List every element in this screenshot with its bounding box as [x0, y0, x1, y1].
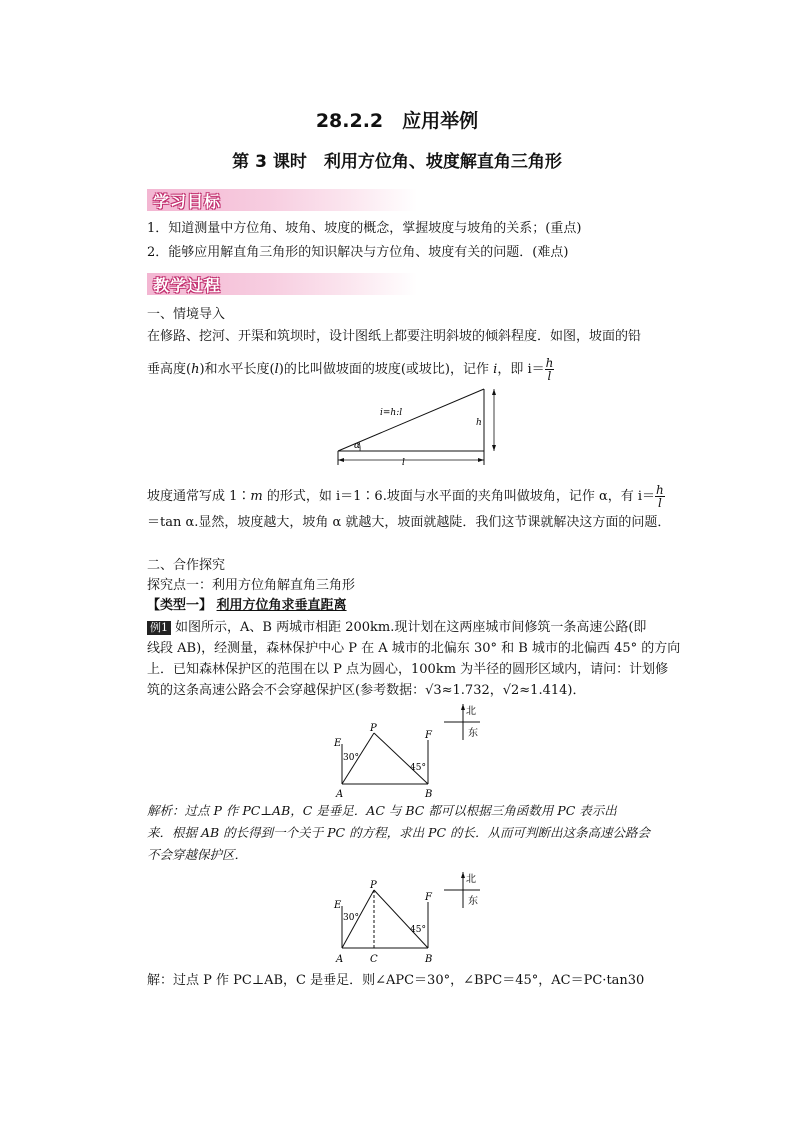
slope-diagram	[330, 385, 500, 470]
fraction-h-over-l-2	[655, 484, 665, 509]
triangle-figure-1	[330, 700, 500, 802]
analysis-line2: 来．根据 AB 的长得到一个关于 PC 的方程，求出 PC 的长．从而可判断出这条高速公路会	[147, 825, 651, 840]
alpha-label: α	[354, 441, 361, 451]
type-1-bracket: 【类型一】	[147, 598, 213, 613]
fraction-numerator: h	[545, 356, 554, 370]
l-label: l	[402, 458, 405, 468]
process-banner-label: 教学过程	[153, 276, 222, 295]
label-P: P	[370, 723, 377, 734]
process-banner	[147, 273, 417, 295]
var-h: h	[191, 362, 200, 377]
objective-item-1: 1．知道测量中方位角、坡角、坡度的概念，掌握坡度与坡角的关系；(重点)	[147, 221, 582, 236]
arrow-down	[492, 445, 496, 451]
angle-30: 30°	[343, 913, 359, 923]
angle-45: 45°	[410, 925, 426, 935]
example1-line1	[147, 619, 646, 637]
compass-north-arrow	[461, 872, 465, 878]
label-F: F	[425, 892, 432, 903]
label-P: P	[370, 880, 377, 891]
text-segment: )的比叫做坡面的坡度(或坡比)，记作	[278, 362, 494, 377]
analysis-line3: 不会穿越保护区．	[147, 847, 248, 862]
text-segment: ，即 i＝	[497, 362, 545, 377]
explore-heading: 二、合作探究	[147, 558, 226, 573]
compass-east-label: 东	[468, 896, 478, 907]
objectives-banner	[147, 189, 417, 211]
text-segment: 如图所示，A、B 两城市相距 200km.现计划在这两座城市间修筑一条高速公路(即	[175, 620, 647, 635]
arrow-left	[338, 458, 344, 462]
label-B: B	[425, 954, 433, 965]
segment-PB	[374, 733, 428, 784]
analysis-line1: 解析：过点 P 作 PC⊥AB，C 是垂足．AC 与 BC 都可以根据三角函数用 PC 表示出	[147, 803, 617, 818]
h-label: h	[476, 418, 482, 428]
compass-north-arrow	[461, 704, 465, 710]
var-i: i	[493, 362, 498, 377]
var-l: l	[274, 362, 279, 377]
compass-east-label: 东	[468, 728, 478, 739]
angle-45: 45°	[410, 763, 426, 773]
intro-paragraph-line1: 在修路、挖河、开渠和筑坝时，设计图纸上都要注明斜坡的倾斜程度．如图，坡面的铅	[147, 329, 642, 344]
explore-point-1: 探究点一：利用方位角解直角三角形	[147, 578, 356, 593]
arrow-right	[478, 458, 484, 462]
fraction-denominator: l	[657, 496, 662, 510]
intro-paragraph-line2	[147, 357, 554, 382]
compass-north-label: 北	[466, 706, 476, 717]
label-A: A	[336, 954, 344, 965]
text-segment: 坡度通常写成 1∶	[147, 489, 251, 504]
lesson-title: 第 3 课时 利用方位角、坡度解直角三角形	[232, 152, 562, 172]
example1-line3: 上．已知森林保护区的范围在以 P 点为圆心，100km 为半径的圆形区域内，请问：计划修	[147, 662, 669, 677]
type-1-heading	[147, 597, 347, 615]
example1-line2: 线段 AB)，经测量，森林保护中心 P 在 A 城市的北偏东 30° 和 B 城市的北偏西 45° 的方向	[147, 641, 681, 656]
text-segment: 的形式，如 i＝1∶6.坡面与水平面的夹角叫做坡角，记作 α，有 i＝	[262, 489, 656, 504]
text-segment: 垂高度(	[147, 362, 192, 377]
objective-item-2: 2．能够应用解直角三角形的知识解决与方位角、坡度有关的问题．(难点)	[147, 245, 569, 260]
fraction-denominator: l	[547, 369, 552, 383]
intro-heading: 一、情境导入	[147, 307, 226, 322]
label-E: E	[334, 738, 342, 749]
type-1-title: 利用方位角求垂直距离	[216, 598, 347, 613]
label-A: A	[336, 789, 344, 800]
example1-line4: 筑的这条高速公路会不会穿越保护区(参考数据：√3≈1.732，√2≈1.414)．	[147, 683, 586, 698]
slope-definition-line2: ＝tan α.显然，坡度越大，坡角 α 就越大，坡面就越陡．我们这节课就解决这方面的问题．	[147, 515, 671, 530]
text-segment: )和水平长度(	[199, 362, 275, 377]
segment-PB	[374, 890, 428, 948]
compass-north-label: 北	[466, 874, 476, 885]
var-m: m	[250, 489, 263, 504]
fraction-numerator: h	[656, 483, 664, 497]
slope-ratio-label: i=h:l	[380, 408, 403, 418]
angle-30: 30°	[343, 753, 359, 763]
slope-definition-line1	[147, 484, 665, 509]
arrow-up	[492, 389, 496, 395]
fraction-h-over-l	[545, 357, 555, 382]
section-title: 28.2.2 应用举例	[315, 110, 479, 132]
label-B: B	[425, 789, 433, 800]
solution-line1: 解：过点 P 作 PC⊥AB，C 是垂足．则∠APC＝30°，∠BPC＝45°，AC＝PC·tan30	[147, 973, 645, 988]
example-badge: 例1	[147, 621, 171, 635]
objectives-banner-label: 学习目标	[153, 192, 222, 211]
triangle-figure-2	[330, 870, 500, 972]
label-C: C	[370, 954, 378, 965]
label-E: E	[334, 900, 342, 911]
label-F: F	[425, 730, 432, 741]
